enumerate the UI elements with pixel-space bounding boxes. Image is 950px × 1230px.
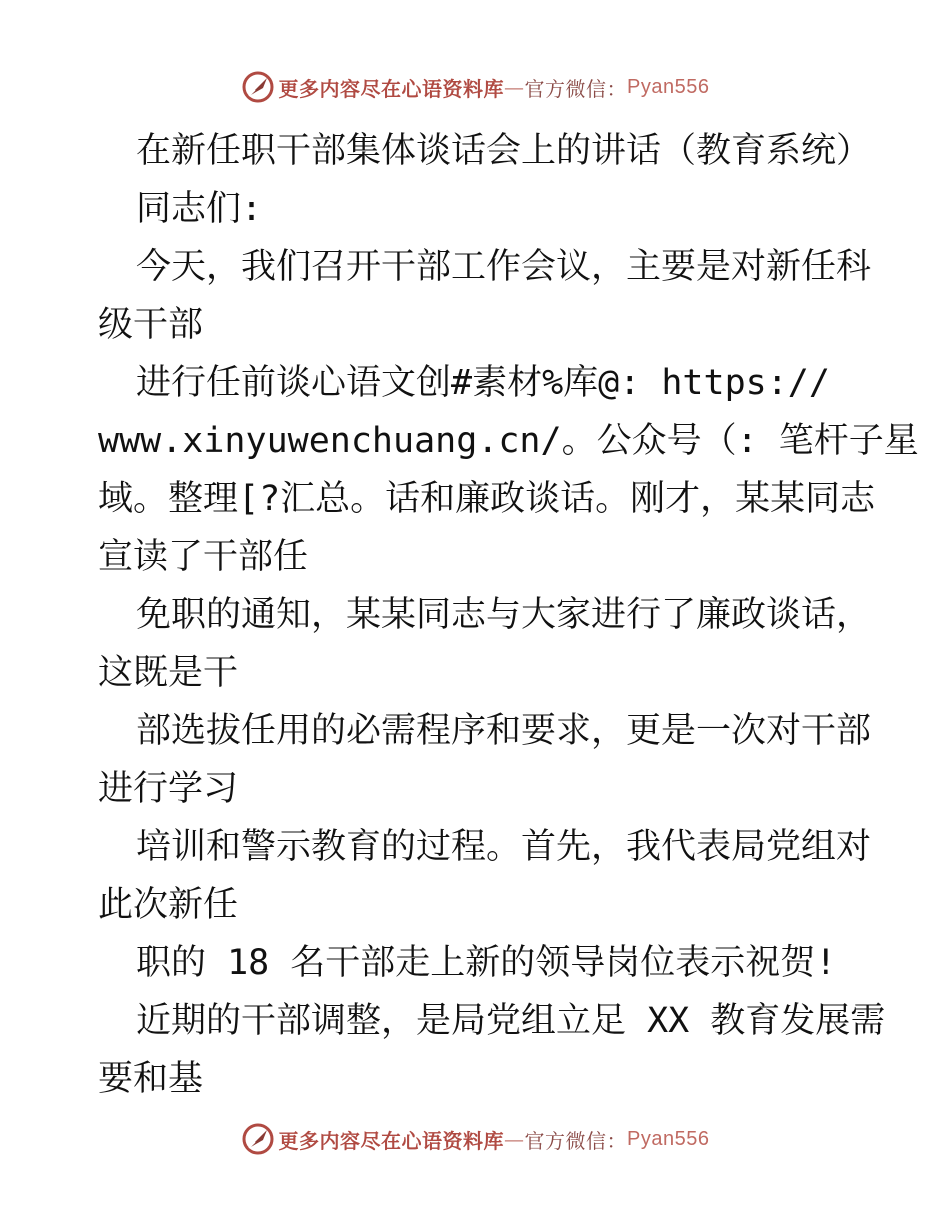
document-line: 域。整理[?汇总。话和廉政谈话。刚才，某某同志	[98, 479, 876, 519]
watermark-wechat-label: 官方微信：	[524, 76, 628, 101]
document-line: 近期的干部调整，是局党组立足 XX 教育发展需	[136, 1001, 886, 1041]
watermark-wechat-label: 官方微信：	[524, 1128, 628, 1153]
document-line: 免职的通知，某某同志与大家进行了廉政谈话，	[136, 595, 872, 635]
document-line: 宣读了干部任	[98, 537, 309, 577]
quill-logo-icon	[241, 70, 275, 104]
document-line: 级干部	[98, 305, 204, 345]
watermark-main-text: 更多内容尽在心语资料库	[278, 1128, 505, 1153]
watermark-wechat-id: Pyan556	[627, 75, 710, 98]
watermark-main-text: 更多内容尽在心语资料库	[278, 76, 505, 101]
watermark-separator: —	[504, 75, 525, 99]
document-line: 同志们:	[136, 189, 263, 229]
watermark-wechat-id: Pyan556	[627, 1127, 710, 1150]
document-line: 进行任前谈心语文创#素材%库@: https://	[136, 363, 830, 403]
document-line: 进行学习	[98, 769, 239, 809]
document-body	[98, 122, 919, 1108]
document-line: 此次新任	[98, 885, 239, 925]
watermark-banner-top	[0, 70, 950, 104]
watermark-banner-bottom	[0, 1122, 950, 1156]
quill-logo-icon	[241, 1122, 275, 1156]
watermark-separator: —	[504, 1127, 525, 1151]
document-line: 这既是干	[98, 653, 239, 693]
document-line: 要和基	[98, 1059, 204, 1099]
document-line: 在新任职干部集体谈话会上的讲话（教育系统）	[136, 131, 872, 171]
document-line: 职的 18 名干部走上新的领导岗位表示祝贺!	[136, 943, 837, 983]
document-line: 培训和警示教育的过程。首先，我代表局党组对	[136, 827, 872, 867]
document-line: www.xinyuwenchuang.cn/。公众号（: 笔杆子星	[98, 421, 919, 461]
document-line: 今天，我们召开干部工作会议，主要是对新任科	[136, 247, 872, 287]
document-line: 部选拔任用的必需程序和要求，更是一次对干部	[136, 711, 872, 751]
